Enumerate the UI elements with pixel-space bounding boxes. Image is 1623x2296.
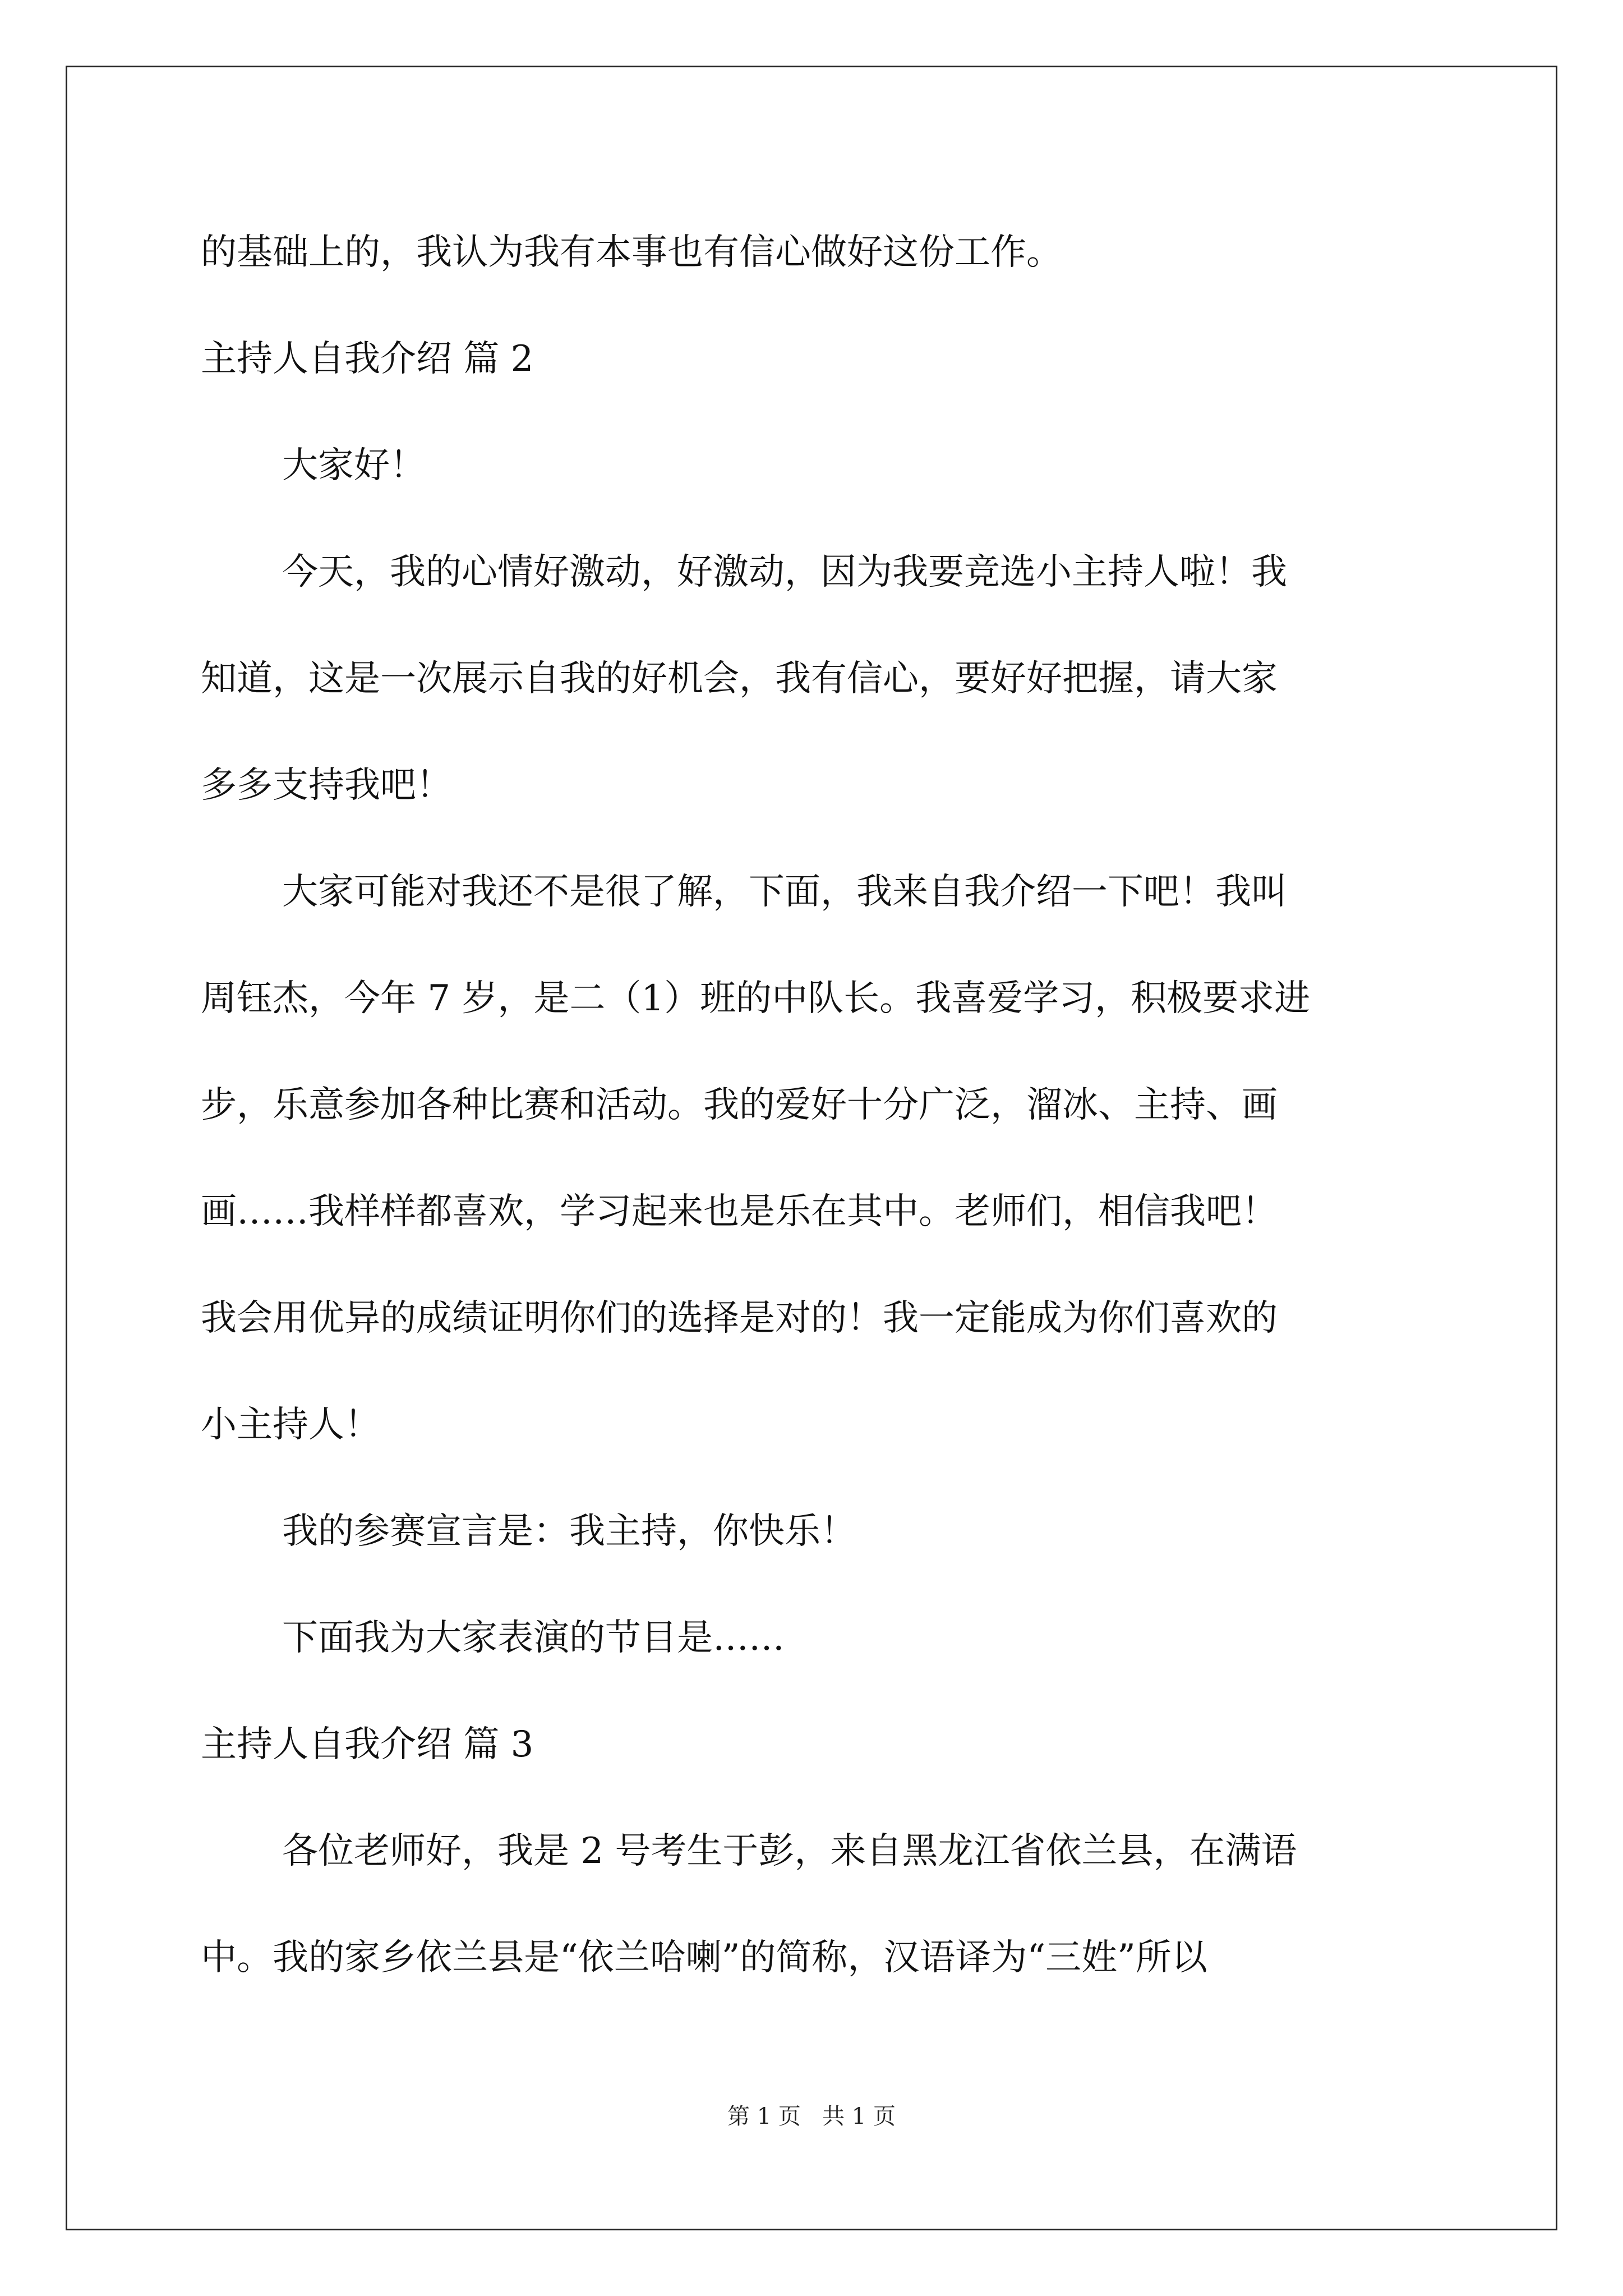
section-heading: 主持人自我介绍 篇 3 — [201, 1724, 534, 1765]
section-heading: 主持人自我介绍 篇 2 — [201, 338, 534, 380]
paragraph-line: 周钰杰，今年 7 岁，是二（1）班的中队长。我喜爱学习，积极要求进 — [201, 978, 1311, 1019]
paragraph-line: 知道，这是一次展示自我的好机会，我有信心，要好好把握，请大家 — [201, 658, 1278, 700]
paragraph-line: 的基础上的，我认为我有本事也有信心做好这份工作。 — [201, 232, 1062, 273]
paragraph-line: 我会用优异的成绩证明你们的选择是对的！我一定能成为你们喜欢的 — [201, 1297, 1278, 1339]
page-footer: 第 1 页 共 1 页 — [727, 2104, 896, 2129]
paragraph-line: 小主持人！ — [201, 1404, 380, 1446]
paragraph-line: 各位老师好，我是 2 号考生于彭，来自黑龙江省依兰县，在满语 — [282, 1830, 1297, 1872]
paragraph-line: 下面我为大家表演的节目是…… — [282, 1617, 785, 1659]
paragraph-line: 多多支持我吧！ — [201, 765, 452, 806]
paragraph-line: 今天，我的心情好激动，好激动，因为我要竞选小主持人啦！我 — [282, 551, 1287, 593]
page-border — [66, 66, 1557, 2230]
paragraph-line: 画……我样样都喜欢，学习起来也是乐在其中。老师们，相信我吧！ — [201, 1191, 1278, 1232]
paragraph-line: 步，乐意参加各种比赛和活动。我的爱好十分广泛，溜冰、主持、画 — [201, 1084, 1278, 1126]
paragraph-line: 大家可能对我还不是很了解，下面，我来自我介绍一下吧！我叫 — [282, 871, 1287, 913]
paragraph-line: 中。我的家乡依兰县是“依兰哈喇”的简称，汉语译为“三姓”所以 — [201, 1937, 1207, 1978]
paragraph-line: 我的参赛宣言是：我主持，你快乐！ — [282, 1511, 856, 1552]
paragraph-line: 大家好！ — [282, 445, 426, 486]
